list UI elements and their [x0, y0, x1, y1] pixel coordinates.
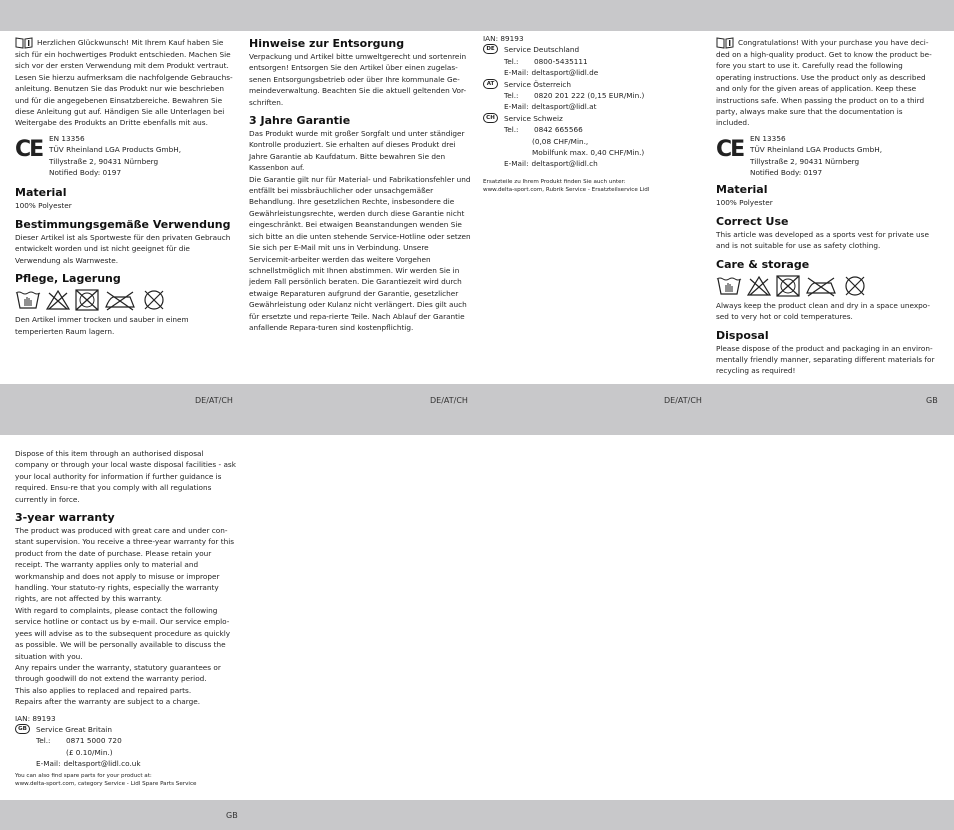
- de-column-3: IAN: 89193 DE Service Deutschland Tel.: 0800-5435111 E-Mail: deltasport@lidl.de AT Service Österreich Tel.: 0820 201 222 (0,15 EUR/Min.) E-Mail: deltasport@lidl.at CH Service Schweiz Tel.: 0842 665566 (0,08 CHF/Min., Mobilfunk max. 0,40 CHF/Min.) E-Mail: deltasport@lidl.ch Ersatzteile zu Ihrem Produkt finden Sie auch unter: www.delta-sport.com, Rubrik Service - Ersatzteilservice Lidl: [483, 33, 705, 195]
- page-footer-de-3: DE/AT/CH: [664, 396, 702, 405]
- no-tumble-dry-icon: [75, 289, 99, 311]
- de-spare-parts-2: www.delta-sport.com, Rubrik Service - Ersatzteilservice Lidl: [483, 187, 650, 194]
- at-email: deltasport@lidl.at: [531, 102, 597, 112]
- no-iron-icon: [804, 275, 838, 297]
- gb-badge-icon: GB: [15, 724, 30, 734]
- gb-warranty-text-1: The product was produced with great care and under con-stant supervision. You receive a three-year warranty for this product from the date of purchase. Please retain your receipt. The warranty applies only to material and workmanship and does not apply to misuse or improper handling. Your statuto-ry rights, especially the warranty rights, are not affected by this warranty.: [15, 526, 235, 604]
- de-intro: Herzlichen Glückwunsch! Mit Ihrem Kauf haben Sie sich für ein hochwertiges Produkt entschieden. Machen Sie sich vor der ersten Verwendung mit dem Produkt vertraut. Lesen Sie hierzu aufmerksam die nachfolgende Gebrauchs-anleitung. Benutzen Sie das Produkt nur wie beschrieben und für die angegebenen Einsatzbereiche. Bewahren Sie diese Anleitung gut auf. Händigen Sie alle Unterlagen bei Weitergabe des Produkts an Dritte ebenfalls mit aus.: [15, 38, 233, 128]
- cert-line: Tillystraße 2, 90431 Nürnberg: [750, 156, 860, 166]
- read-instructions-icon: [15, 37, 33, 49]
- cert-line: Notified Body: 0197: [750, 168, 823, 178]
- de-material-text: 100% Polyester: [15, 201, 72, 211]
- gb-column-1: [716, 37, 938, 377]
- page-footer-gb-1: GB: [926, 396, 938, 405]
- cert-line: Notified Body: 0197: [49, 168, 122, 178]
- de-warranty-text-1: Das Produkt wurde mit großer Sorgfalt und unter ständiger Kontrolle produziert. Sie erhalten auf dieses Produkt drei Jahre Garantie ab Kaufdatum. Bitte bewahren Sie den Kassenbon auf.: [249, 129, 465, 173]
- no-bleach-icon: [45, 289, 71, 311]
- gb-spare-parts-2: www.delta-sport.com, category Service - Lidl Spare Parts Service: [15, 781, 197, 788]
- hand-wash-icon: [716, 275, 742, 297]
- gb-ian: IAN: 89193: [15, 713, 56, 723]
- de-spare-parts-1: Ersatzteile zu Ihrem Produkt finden Sie auch unter:: [483, 178, 626, 185]
- care-symbols: [15, 289, 237, 311]
- de-email: deltasport@lidl.de: [531, 68, 599, 78]
- gb-spare-parts-1: You can also find spare parts for your product at:: [15, 772, 152, 779]
- de-disposal-heading: Hinweise zur Entsorgung: [249, 37, 405, 50]
- de-use-heading: Bestimmungsgemäße Verwendung: [15, 217, 231, 231]
- de-column-2: [249, 37, 471, 333]
- read-instructions-icon: [716, 37, 734, 49]
- at-phone: 0820 201 222 (0,15 EUR/Min.): [534, 91, 645, 101]
- page-footer-de-2: DE/AT/CH: [430, 396, 468, 405]
- ce-certification: [15, 133, 237, 179]
- cert-line: EN 13356: [49, 133, 85, 143]
- de-warranty-text-2: Die Garantie gilt nur für Material- und Fabrikationsfehler und entfällt bei missbräuchlicher oder unsachgemäßer Behandlung. Ihre gesetzlichen Rechte, insbesondere die Gewährleistungsrechte, werden durch diese Garantie nicht eingeschränkt. Bei etwaigen Beanstandungen wenden Sie sich bitte an die unten stehende Service-Hotline oder setzen Sie sich per E-Mail mit uns in Verbindung. Unsere Servicemit-arbeiter werden das weitere Vorgehen schnellstmöglich mit Ihnen abstimmen. Wir werden Sie in jedem Fall persönlich beraten. Die Garantiezeit wird durch etwaige Reparaturen aufgrund der Garantie, gesetzlicher Gewährleistung oder Kulanz nicht verlängert. Dies gilt auch für ersetzte und repa-rierte Teile. Nach Ablauf der Garantie anfallende Repara-turen sind kostenpflichtig.: [249, 174, 471, 332]
- de-ian: IAN: 89193: [483, 34, 524, 43]
- service-at: AT Service Österreich: [483, 79, 705, 90]
- de-warranty-heading: 3 Jahre Garantie: [249, 114, 351, 128]
- no-dry-clean-icon: [141, 289, 167, 311]
- de-disposal-text: Verpackung und Artikel bitte umweltgerecht und sortenrein entsorgen! Entsorgen Sie den Artikel über einen zugelas-senen Entsorgungsbetrieb oder über Ihre kommunale Ge-meindeverwaltung. Beachten Sie die aktuell geltenden Vor-schriften.: [249, 52, 467, 107]
- de-material-heading: Material: [15, 186, 67, 200]
- ce-mark-icon: CE: [716, 136, 744, 162]
- cert-line: TÜV Rheinland LGA Products GmbH,: [49, 145, 182, 155]
- gb-care-text: Always keep the product clean and dry in a space unexpo-sed to very hot or cold temperatures.: [716, 300, 931, 322]
- no-tumble-dry-icon: [776, 275, 800, 297]
- de-care-heading: Pflege, Lagerung: [15, 272, 121, 286]
- de-use-text: Dieser Artikel ist als Sportweste für den privaten Gebrauch entwickelt worden und ist nicht geeignet für die Verwendung als Warnweste.: [15, 232, 231, 265]
- service-de: DE Service Deutschland: [483, 44, 705, 55]
- gb-material-text: 100% Polyester: [716, 198, 773, 208]
- top-band: [0, 0, 954, 31]
- de-column-1: [15, 37, 237, 337]
- ce-mark-icon: CE: [15, 136, 43, 162]
- gb-intro: Congratulations! With your purchase you have deci-ded on a high-quality product. Get to know the product be-fore you start to use it. Carefully read the following operating instructions. Use the product only as described and only for the given areas of application. Keep these instructions safe. When passing the product on to a third party, always make sure that the documentation is included.: [716, 38, 932, 128]
- no-iron-icon: [103, 289, 137, 311]
- gb-email: deltasport@lidl.co.uk: [63, 759, 141, 769]
- gb-disposal-continued: Dispose of this item through an authorised disposal company or through your local waste disposal facilities - ask your local authority for information if further guidance is required. Ensu-re that you comply with all regulations currently in force.: [15, 449, 236, 504]
- ch-phone: 0842 665566: [534, 125, 583, 135]
- gb-use-heading: Correct Use: [716, 214, 789, 228]
- gb-warranty-text-5: Repairs after the warranty are subject to a charge.: [15, 697, 201, 707]
- care-symbols: [716, 275, 938, 297]
- page-footer-gb-2: GB: [226, 811, 238, 820]
- de-badge-icon: DE: [483, 44, 498, 54]
- gb-disposal-heading: Disposal: [716, 328, 769, 342]
- gb-use-text: This article was developed as a sports vest for private use and is not suitable for use as safety clothing.: [716, 229, 929, 251]
- ch-badge-icon: CH: [483, 113, 498, 123]
- no-bleach-icon: [746, 275, 772, 297]
- at-badge-icon: AT: [483, 79, 498, 89]
- gb-warranty-text-4: This also applies to replaced and repaired parts.: [15, 685, 192, 695]
- service-ch: CH Service Schweiz: [483, 113, 705, 124]
- ce-certification: [716, 133, 938, 179]
- gb-column-2: Dispose of this item through an authorised disposal company or through your local waste disposal facilities - ask your local authority for information if further guidance is required. Ensu-re that you comply with all regulations currently in force. 3-year warranty The product was produced with great care and under con-stant supervision. You receive a three-year warranty for this product from the date of purchase. Please retain your receipt. The warranty applies only to material and workmanship and does not apply to misuse or improper handling. Your statuto-ry rights, especially the warranty rights, are not affected by this warranty. With regard to complaints, please contact the following service hotline or contact us by e-mail. Our service emplo-yees will advise as to the subsequent procedure as quickly as possible. We will be personally available to discuss the situation with you. Any repairs under the warranty, statutory guarantees or through goodwill do not extend the warranty period. This also applies to replaced and repaired parts. Repairs after the warranty are subject to a charge. IAN: 89193 GB Service Great Britain Tel.: 0871 5000 720 (£ 0.10/Min.) E-Mail: deltasport@lidl.co.uk You can also find spare parts for your product at: www.delta-sport.com, category Service - Lidl Spare Parts Service: [15, 449, 236, 788]
- cert-line: TÜV Rheinland LGA Products GmbH,: [750, 145, 883, 155]
- service-gb: GB Service Great Britain: [15, 724, 237, 735]
- de-phone: 0800-5435111: [534, 56, 588, 66]
- page-footer-de-1: DE/AT/CH: [195, 396, 233, 405]
- hand-wash-icon: [15, 289, 41, 311]
- no-dry-clean-icon: [842, 275, 868, 297]
- middle-band: [0, 384, 954, 435]
- de-care-text: Den Artikel immer trocken und sauber in einem temperierten Raum lagern.: [15, 315, 189, 336]
- gb-warranty-text-3: Any repairs under the warranty, statutory guarantees or through goodwill do not extend the warranty period.: [15, 662, 221, 684]
- ch-email: deltasport@lidl.ch: [531, 159, 598, 169]
- cert-line: Tillystraße 2, 90431 Nürnberg: [49, 156, 159, 166]
- bottom-band: [0, 800, 954, 830]
- cert-line: EN 13356: [750, 133, 786, 143]
- gb-material-heading: Material: [716, 183, 768, 197]
- gb-phone: 0871 5000 720: [66, 736, 122, 746]
- gb-warranty-text-2: With regard to complaints, please contact the following service hotline or contact us by e-mail. Our service emplo-yees will advise as to the subsequent procedure as quickly as possible. We will be personally available to discuss the situation with you.: [15, 605, 231, 661]
- gb-disposal-text: Please dispose of the product and packaging in an environ-mentally friendly manner, separating different materials for recycling as required!: [716, 343, 935, 376]
- gb-warranty-heading: 3-year warranty: [15, 511, 115, 525]
- gb-care-heading: Care & storage: [716, 257, 810, 271]
